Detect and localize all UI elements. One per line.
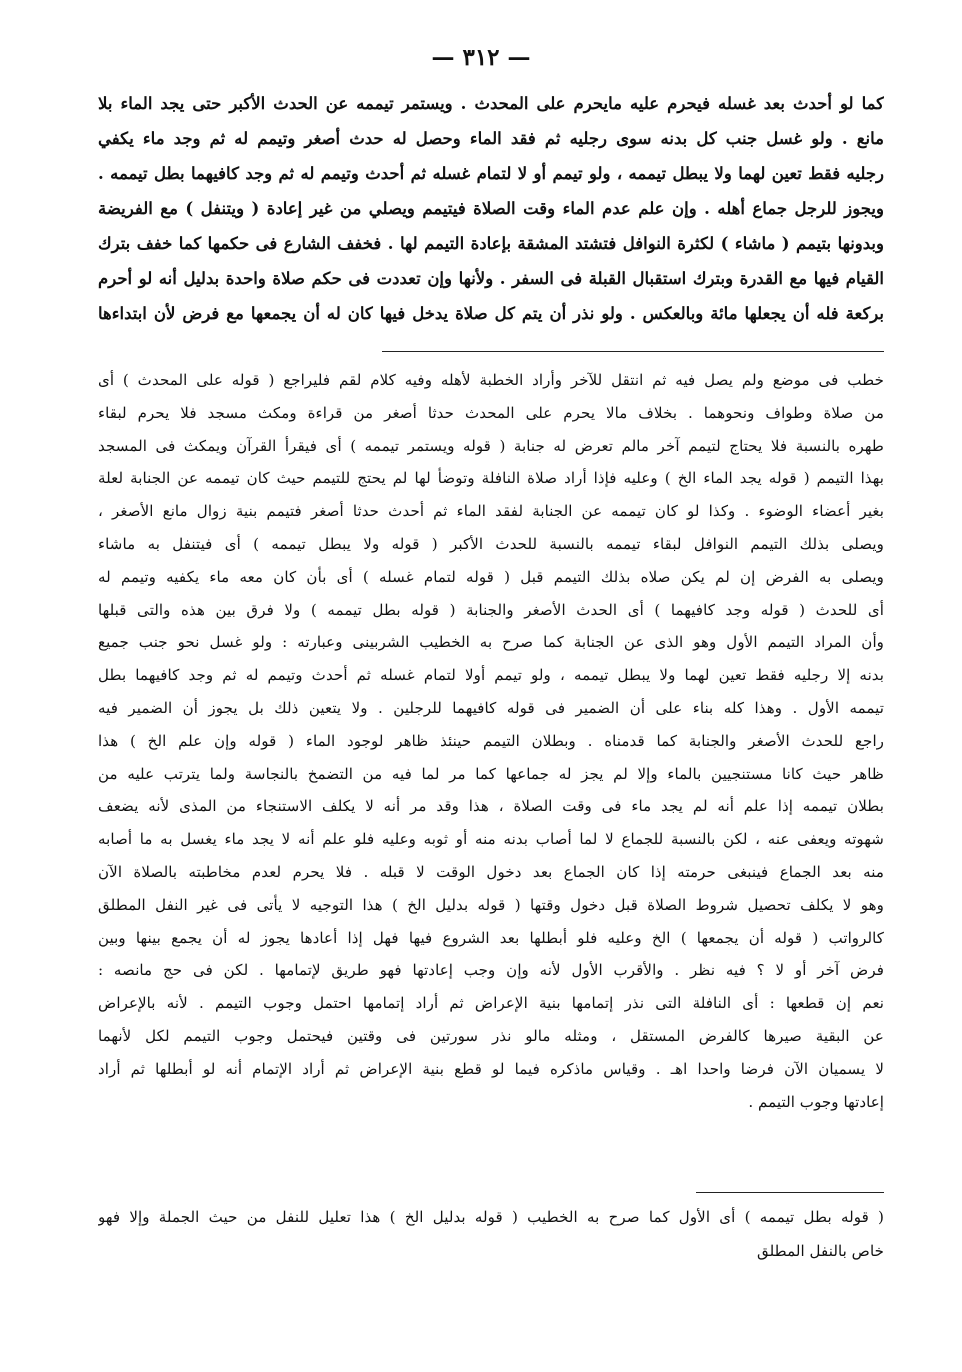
commentary-line: من صلاة وطواف ونحوهما . بخلاف مالا يحرم على المحدث حدثا أصغر من قراءة ومكث مسجد فلا يحرم لبقاء	[98, 403, 884, 422]
commentary-line: بهذا التيمم ( قوله يجد الماء الخ ) وعليه فإذا أراد صلاة النافلة وتوضأ لها لم يحتج للتيمم حيث كان تيممه عن الجنابة لعلة	[98, 469, 884, 488]
commentary-line: شهوته ويعفى عنه ، لكن بالنسبة للجماع لا لما أصاب بدنه منه أو ثوبه وعليه فلو علم أنه لا يجد ماء يغسل به ما أصابه	[98, 830, 884, 849]
commentary-block	[98, 364, 884, 1118]
commentary-line: طهره بالنسبة فلا يحتاج لتيمم آخر مالم تعرض له جنابة ( قوله ويستمر تيممه ) أى فيقرأ القرآن ويمكث فى المسجد	[98, 436, 884, 455]
commentary-line: ويصلى بذلك التيمم النوافل لبقاء تيممه بالنسبة للحدث الأكبر ( قوله ولا يبطل تيممه ) أى فيتنفل به ماشاء	[98, 534, 884, 553]
main-text-line: مانع . ولو غسل جنب كل بدنه سوى رجليه ثم فقد الماء وحصل له حدث أصغر وتيمم له ثم وجد ماء يكفي	[98, 129, 884, 148]
separator-rule	[382, 351, 884, 352]
commentary-line: أى للحدث ( قوله وجد كافيهما ) أى الحدث الأصغر والجنابة ( قوله بطل تيممه ) ولا فرق بين هذه والتى قبلها	[98, 600, 884, 619]
footnote-separator-rule	[696, 1192, 884, 1193]
commentary-line: عن البقية صيرها كالفرض المستقل ، ومثله مالو نذر سورتين فى وقتين فيحتمل وجوب التيمم لكل لأنهما	[98, 1026, 884, 1045]
main-text-line: رجليه فقط تعين لهما ولا يبطل تيممه ، ولو تيمم أو لا لتمام غسله ثم أحدث وتيمم له ثم وجد كافيهما بطل تيممه .	[98, 164, 884, 183]
commentary-line: لا يسميان الآن فرضا واحدا اهـ . وقياس ماذكره فيما لو قطع بنية الإعراض ثم أراد الإتمام أنه لو أبطلها ثم أراد	[98, 1059, 884, 1078]
main-text-line: القيام فيها مع القدرة وبترك استقبال القبلة فى السفر . ولأنها وإن تعددت فى حكم صلاة واحدة بدليل أنه لو أحرم	[98, 269, 884, 288]
commentary-line: بغير أعضاء الوضوء . وكذا لو كان تيممه عن الجنابة لفقد الماء ثم أحدث حدثا أصغر فتيمم بنية زوال مانع الأصغر ،	[98, 502, 884, 521]
commentary-line: وهو لا يكلف تحصيل شروط الصلاة قبل دخول وقتها ( قوله بدليل الخ ) هذا التوجيه لا يأتى فى غير النفل المطلق	[98, 895, 884, 914]
commentary-line: تيممه الأول . وهذا كله بناء على أن الضمير فى قوله كافيهما للرجلين . ولا يتعين ذلك بل يجوز أن الضمير فيه	[98, 698, 884, 717]
main-text-block	[98, 86, 884, 331]
commentary-line: منه بعد الجماع فينبغى حرمته إذا كان الجماع بعد دخول الوقت لا قبله . فلا يحرم لعدم مخاطبته بالصلاة الآن	[98, 862, 884, 881]
commentary-line: نعم إن قطعها : أى النافلة التى نذر إتمامها بنية الإعراض ثم أراد إتمامها احتمل وجوب التيمم . لأنه بالإعراض	[98, 994, 884, 1013]
main-text-line: كما لو أحدث بعد غسله فيحرم عليه مايحرم على المحدث . ويستمر تيممه عن الحدث الأكبر حتى يجد الماء بلا	[98, 94, 884, 113]
main-text-line: وبدونها بتيمم ( ماشاء ) لكثرة النوافل فتشتد المشقة بإعادة التيمم لها . فخفف الشارع فى حكمها كما خفف بترك	[98, 234, 884, 253]
commentary-line: ظاهر حيث كانا مستنجيين بالماء وإلا لم يجز له جماعها كما مر لما فيه من التضمخ بالنجاسة ولما يترتب عليه من	[98, 764, 884, 783]
commentary-line: راجع للحدث الأصغر والجنابة كما قدمناه . وبطلان التيمم حينئذ ظاهر لوجود الماء ( قوله وإن علم الخ ) هذا	[98, 731, 884, 750]
commentary-line: وأن المراد التيمم الأول وهو الذى عن الجنابة كما صرح به الخطيب الشربينى وعبارته : ولو غسل نحو جنب جميع	[98, 633, 884, 652]
main-text-line: بركعة فله أن يجعلها مائة وبالعكس . ولو نذر أن يتم كل صلاة يدخل فيها كان له أن يجمعها مع فرض لأن ابتداءها	[98, 304, 884, 323]
commentary-line: خطب فى موضع ولم يصل فيه ثم انتقل للآخر وأراد الخطبة لأهله وفيه كلام لقم فليراجع ( قوله على المحدث ) أى	[98, 371, 884, 389]
commentary-line: ويصلى به الفرض إن لم يكن صلاه بذلك التيمم قبل ( قوله لتمام غسله ) أى بأن كان معه ماء يكفيه وتيمم له	[98, 567, 884, 586]
commentary-line: بدنه إلا رجليه فقط تعين لهما ولا يبطل تيممه ، ولو تيمم أولا لتمام غسله ثم أحدث وتيمم له ثم وجد كافيهما بطل	[98, 666, 884, 685]
main-text-line: ويجوز للرجل جماع أهله . وإن علم عدم الماء وقت الصلاة فيتيمم ويصلي من غير إعادة ( ويتنفل ) مع الفريضة	[98, 199, 884, 218]
commentary-line: إعادتها وجوب التيمم .	[748, 1092, 884, 1111]
footnote-line: خاص بالنفل المطلق	[756, 1242, 884, 1260]
commentary-line: فرض آخر أو لا ؟ فيه نظر . والأقرب الأول لأنه وإن وجب إعادتها فهو طريق لإتمامها . لكن فى حج مانصه :	[98, 961, 884, 980]
footnote-block	[98, 1200, 884, 1268]
commentary-line: كالرواتب ( قوله أن يجمعها ) الخ وعليه فلو أبطلها بعد الشروع فيها فهل إذا أعادها يجوز له أن يجمع بينها وبين	[98, 928, 884, 947]
footnote-line: ( قوله بطل تيممه ) أى الأول كما صرح به الخطيب ( قوله بدليل الخ ) هذا تعليل للنفل من حيث الجملة وإلا فهو	[98, 1208, 884, 1226]
commentary-line: بطلان تيممه إذا علم أنه لم يجد ماء فى وقت الصلاة ، هذا وقد مر أنه لا يكلف الاستنجاء من المذى لأنه يضعف	[98, 797, 884, 816]
page-number: — ٣١٢ —	[431, 44, 531, 71]
